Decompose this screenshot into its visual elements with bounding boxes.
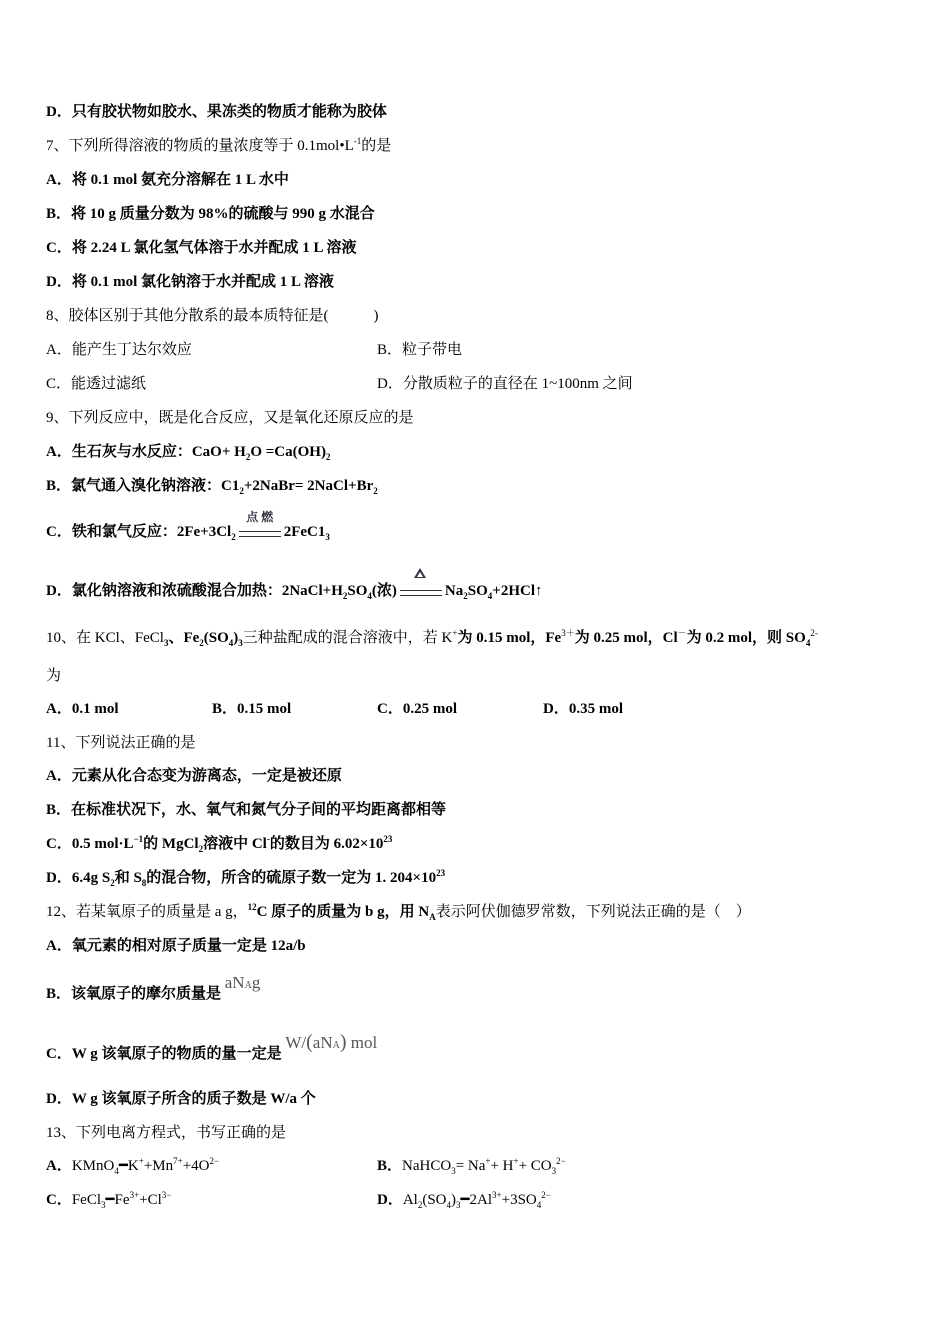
q9-c-text: C．铁和氯气反应：2Fe+3Cl: [46, 524, 232, 540]
heat-triangle-icon: [400, 582, 442, 602]
q13-part: + H: [490, 1158, 514, 1174]
q10-option-b: B．0.15 mol: [212, 701, 292, 717]
q12-sub: A: [429, 912, 436, 922]
q10-sup: －: [677, 628, 687, 638]
q9-option-c: [46, 509, 330, 543]
q10-text: (SO: [203, 630, 229, 646]
q8-option-c: C．能透过滤纸: [46, 376, 147, 392]
q13-sup: 2−: [209, 1156, 220, 1166]
q13-part: ━2Al: [460, 1192, 493, 1208]
q10-sub: 3: [238, 638, 243, 648]
q13-label: A．: [46, 1158, 72, 1174]
q10-option-c: C．0.25 mol: [377, 701, 457, 717]
q9-d-sub: 2: [342, 591, 348, 601]
q11-option-b: B．在标准状况下，水、氧气和氮气分子间的平均距离都相等: [46, 802, 447, 818]
q9-d-sub: 4: [487, 591, 493, 601]
q9-option-a: [46, 442, 330, 462]
q10-text: 为 0.25 mol，Cl: [574, 630, 678, 646]
q13-sub: 4: [114, 1166, 119, 1176]
q9-b-sub: 2: [373, 486, 378, 496]
q10-text: ): [233, 630, 239, 646]
q10-sup: +: [452, 628, 458, 638]
amount-formula: W/(aNA) mol: [285, 1031, 378, 1053]
molar-mass-formula: [225, 973, 261, 992]
q12-text: C 原子的质量为 b g，用 N: [256, 904, 430, 920]
formula-part: aN: [224, 973, 245, 992]
q13-part: +4O: [182, 1158, 210, 1174]
q13-part: FeCl: [71, 1192, 102, 1208]
q13-sup: 3−: [161, 1190, 172, 1200]
q13-sup: 7+: [173, 1156, 183, 1166]
q9-b-mid: +2NaBr= 2NaCl+Br: [243, 478, 374, 494]
q13-sup: +: [485, 1156, 491, 1166]
q13-label: D．: [377, 1192, 403, 1208]
q13-sub: 4: [446, 1200, 452, 1210]
q11-c-sub: 2: [198, 844, 204, 854]
q13-sub: 3: [101, 1200, 106, 1210]
q13-part: = Na: [455, 1158, 486, 1174]
q9-d-end: +2HCl↑: [492, 583, 543, 599]
q8-option-a: A．能产生丁达尔效应: [46, 342, 192, 358]
q13-part: NaHCO: [402, 1158, 452, 1174]
q13-part: ): [451, 1192, 457, 1208]
formula-part: W/: [285, 1033, 307, 1052]
q9-b-sub: 2: [239, 486, 244, 496]
q13-option-d: [377, 1190, 551, 1210]
q11-c-text: 溶液中 Cl: [203, 836, 267, 852]
q7-stem-sup: -1: [353, 136, 362, 146]
q12-b-text: B．该氧原子的摩尔质量是: [46, 986, 222, 1002]
q9-c-sub: 2: [231, 532, 236, 542]
q9-d-mid: SO: [347, 583, 368, 599]
q10-sub: 2: [199, 638, 204, 648]
q13-sup: +: [138, 1156, 144, 1166]
q12-text: 12、若某氧原子的质量是 a g，: [46, 904, 248, 920]
formula-part: mol: [350, 1033, 378, 1052]
q13-stem: 13、下列电离方程式，书写正确的是: [46, 1125, 287, 1141]
q11-d-sup: 23: [436, 868, 446, 878]
q13-sup: 3+: [492, 1190, 502, 1200]
q6-option-d: D．只有胶状物如胶水、果冻类的物质才能称为胶体: [46, 104, 387, 120]
q11-d-text: D．6.4g S: [46, 870, 111, 886]
q13-part: +Mn: [143, 1158, 174, 1174]
q7-option-a: A．将 0.1 mol 氨充分溶解在 1 L 水中: [46, 172, 289, 188]
q11-c-sup: −1: [133, 834, 144, 844]
q13-sub: 2: [417, 1200, 423, 1210]
q7-option-c: C．将 2.24 L 氯化氢气体溶于水并配成 1 L 溶液: [46, 240, 357, 256]
q11-option-c: [46, 834, 392, 854]
q10-option-a: A．0.1 mol: [46, 701, 119, 717]
q13-sup: 3+: [129, 1190, 140, 1200]
q13-sub: 3: [451, 1166, 456, 1176]
q13-sup: 2−: [556, 1156, 566, 1166]
q13-part: + CO: [518, 1158, 552, 1174]
q10-text: 为 0.15 mol，Fe: [457, 630, 562, 646]
q11-c-sup: -: [266, 834, 270, 844]
q11-d-text: 的混合物，所含的硫原子数一定为 1. 204×10: [146, 870, 437, 886]
q9-d-mid2: (浓): [371, 583, 397, 599]
q11-c-text: 的 MgCl: [143, 836, 199, 852]
q11-c-text: 的数目为 6.02×10: [269, 836, 384, 852]
formula-part: g: [251, 973, 261, 992]
q9-d-text: D．氯化钠溶液和浓硫酸混合加热：2NaCl+H: [46, 583, 343, 599]
q10-sub: 3: [163, 638, 169, 648]
q9-c-product: 2FeC1: [283, 524, 326, 540]
q12-option-c: [46, 1031, 378, 1066]
q9-c-sub: 3: [325, 532, 330, 542]
q13-part: +3SO: [501, 1192, 537, 1208]
q12-sup: 12: [247, 902, 257, 912]
q8-option-d: D．分散质粒子的直径在 1~100nm 之间: [377, 376, 633, 392]
q10-sub: 4: [805, 638, 811, 648]
q13-sub: 3: [551, 1166, 557, 1176]
q13-sup: +: [513, 1156, 519, 1166]
q11-d-sub: 2: [110, 878, 115, 888]
q13-part: ━Fe: [105, 1192, 130, 1208]
formula-sub: A: [244, 980, 252, 991]
q13-part: KMnO: [71, 1158, 115, 1174]
q10-stem-cont: 为: [46, 668, 62, 684]
q7-stem: [46, 136, 391, 156]
q10-sup: 3＋: [561, 628, 575, 638]
q9-a-text: A．生石灰与水反应：CaO+ H: [46, 444, 246, 460]
q10-option-d: D．0.35 mol: [543, 701, 623, 717]
q9-stem: 9、下列反应中，既是化合反应，又是氧化还原反应的是: [46, 410, 414, 426]
q11-d-text: 和 S: [114, 870, 142, 886]
q11-c-sup: 23: [383, 834, 393, 844]
q10-text: 为 0.2 mol，则 SO: [686, 630, 806, 646]
q13-part: Al: [402, 1192, 418, 1208]
q9-option-b: [46, 476, 378, 496]
q9-d-product2: SO: [467, 583, 488, 599]
q13-sup: 2−: [541, 1190, 551, 1200]
q10-stem: [46, 628, 818, 648]
q10-text: 10、在 KCl、FeCl: [46, 630, 164, 646]
q10-text: 、Fe: [168, 630, 200, 646]
q13-part: +Cl: [139, 1192, 162, 1208]
q8-option-b: B．粒子带电: [377, 342, 463, 358]
q8-stem: 8、胶体区别于其他分散系的最本质特征是( ): [46, 308, 379, 324]
q11-option-a: A．元素从化合态变为游离态，一定是被还原: [46, 768, 342, 784]
q11-option-d: [46, 868, 445, 888]
q13-label: C．: [46, 1192, 72, 1208]
q12-stem: [46, 902, 751, 922]
q7-option-d: D．将 0.1 mol 氯化钠溶于水并配成 1 L 溶液: [46, 274, 334, 290]
q12-c-text: C．W g 该氧原子的物质的量一定是: [46, 1046, 282, 1062]
q9-option-d: [46, 581, 542, 602]
formula-part: aN: [312, 1033, 333, 1052]
q13-sub: 3: [456, 1200, 461, 1210]
q7-stem-tail: 的是: [361, 138, 392, 154]
reaction-condition-ignite: [239, 509, 281, 543]
q13-label: B．: [377, 1158, 403, 1174]
q9-d-sub: 4: [367, 591, 372, 601]
q13-option-b: [377, 1156, 566, 1176]
q11-d-sub: 8: [141, 878, 147, 888]
q13-sub: 4: [536, 1200, 542, 1210]
q12-option-a: A．氧元素的相对原子质量一定是 12a/b: [46, 938, 306, 954]
q13-option-a: [46, 1156, 219, 1176]
q10-sup: 2-: [810, 628, 818, 638]
q12-text: 表示阿伏伽德罗常数，下列说法正确的是（ ）: [435, 904, 751, 920]
q9-d-sub: 2: [463, 591, 468, 601]
q10-sub: 4: [228, 638, 234, 648]
q11-stem: 11、下列说法正确的是: [46, 735, 196, 751]
q11-c-text: C．0.5 mol·L: [46, 836, 134, 852]
q9-d-product: Na: [444, 583, 464, 599]
q9-b-text: B．氯气通入溴化钠溶液：C1: [46, 478, 240, 494]
q7-stem-text: 7、下列所得溶液的物质的量浓度等于 0.1mol•L: [46, 138, 354, 154]
q10-text: 三种盐配成的混合溶液中，若 K: [242, 630, 453, 646]
q13-option-c: [46, 1190, 171, 1210]
q9-a-mid: O =Ca(OH): [250, 444, 326, 460]
q9-a-sub: 2: [325, 452, 331, 462]
q9-a-sub: 2: [245, 452, 251, 462]
condition-label: 点 燃: [246, 509, 274, 524]
q12-option-b: [46, 973, 261, 1006]
q13-part: (SO: [422, 1192, 447, 1208]
formula-sub: A: [332, 1040, 340, 1051]
q12-option-d: D．W g 该氧原子所含的质子数是 W/a 个: [46, 1091, 316, 1107]
q7-option-b: B．将 10 g 质量分数为 98%的硫酸与 990 g 水混合: [46, 206, 375, 222]
q13-part: ━K: [118, 1158, 139, 1174]
